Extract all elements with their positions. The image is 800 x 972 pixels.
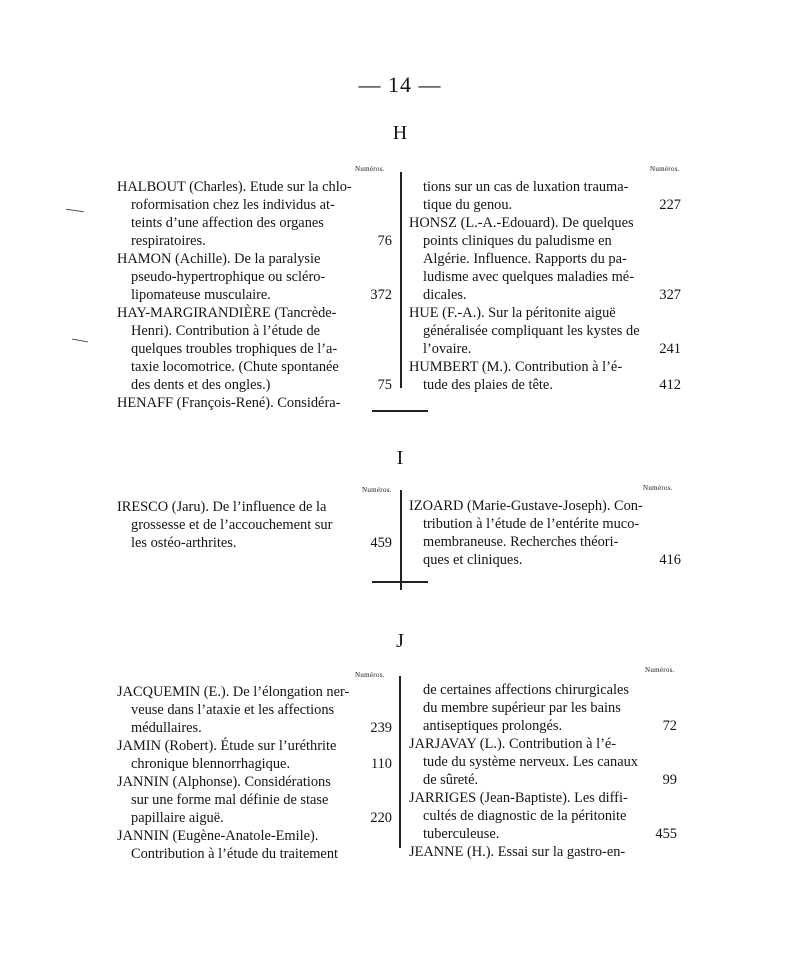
margin-mark: [66, 209, 84, 212]
entry-heading-line: HAMON (Achille). De la paralysie: [117, 251, 321, 267]
entry-continuation-line: des dents et des ongles.): [131, 377, 271, 393]
index-entry: [117, 394, 392, 412]
entry-heading-line: HAY-MARGIRANDIÈRE (Tancrède-: [117, 305, 337, 321]
right-column: [409, 681, 677, 861]
entry-continuation-line: ques et cliniques.: [423, 552, 523, 568]
numeros-label: Numéros.: [362, 486, 392, 494]
index-entry: [409, 214, 681, 304]
column-divider: [399, 676, 401, 848]
column-divider: [400, 490, 402, 590]
left-column: [117, 498, 392, 552]
margin-mark: [72, 339, 88, 343]
right-column: [409, 178, 681, 394]
entry-heading-line: IRESCO (Jaru). De l’influence de la: [117, 499, 327, 515]
thesis-number: 75: [377, 377, 392, 393]
entry-heading-line: JACQUEMIN (E.). De l’élongation ner-: [117, 684, 350, 700]
entry-continuation-line: quelques troubles trophiques de l’a-: [131, 341, 338, 357]
entry-continuation-line: Henri). Contribution à l’étude de: [131, 323, 321, 339]
thesis-number: 455: [655, 826, 677, 842]
index-entry: [409, 358, 681, 394]
entry-continuation-line: tude du système nerveux. Les canaux: [423, 754, 638, 770]
index-entry: [117, 737, 392, 773]
entry-continuation-line: l’ovaire.: [423, 341, 472, 357]
entry-continuation-line: teints d’une affection des organes: [131, 215, 324, 231]
entry-continuation-line: tribution à l’étude de l’entérite muco-: [423, 516, 640, 532]
entry-continuation-line: taxie locomotrice. (Chute spontanée: [131, 359, 339, 375]
entry-continuation-line: les ostéo-arthrites.: [131, 535, 237, 551]
entry-continuation-line: dicales.: [423, 287, 467, 303]
thesis-number: 459: [370, 535, 392, 551]
numeros-label: Numéros.: [355, 671, 385, 679]
entry-continuation-line: membraneuse. Recherches théori-: [423, 534, 619, 550]
thesis-number: 327: [659, 287, 681, 303]
entry-heading-line: JANNIN (Alphonse). Considérations: [117, 774, 331, 790]
entry-continuation-line: tions sur un cas de luxation trauma-: [423, 179, 629, 195]
entry-continuation-line: du membre supérieur par les bains: [423, 700, 621, 716]
entry-continuation-line: papillaire aiguë.: [131, 810, 224, 826]
section-letter: J: [396, 630, 404, 652]
entry-heading-line: HENAFF (François-René). Considéra-: [117, 395, 341, 411]
entry-continuation-line: lipomateuse musculaire.: [131, 287, 271, 303]
left-column: [117, 683, 392, 863]
page-number: — 14 —: [358, 72, 442, 97]
column-divider: [400, 172, 402, 388]
entry-continuation-line: sur une forme mal définie de stase: [131, 792, 329, 808]
entry-heading-line: HUMBERT (M.). Contribution à l’é-: [409, 359, 623, 375]
entry-continuation-line: tuberculeuse.: [423, 826, 500, 842]
entry-heading-line: HONSZ (L.-A.-Edouard). De quelques: [409, 215, 634, 231]
index-entry: [409, 789, 677, 843]
entry-heading-line: JAMIN (Robert). Étude sur l’uréthrite: [117, 738, 337, 754]
entry-heading-line: JEANNE (H.). Essai sur la gastro-en-: [409, 844, 626, 860]
section-letter: H: [392, 122, 408, 144]
entry-heading-line: JARJAVAY (L.). Contribution à l’é-: [409, 736, 617, 752]
thesis-number: 110: [370, 756, 392, 772]
entry-heading-line: JANNIN (Eugène-Anatole-Emile).: [117, 828, 319, 844]
index-entry: [117, 250, 392, 304]
entry-heading-line: JARRIGES (Jean-Baptiste). Les diffi-: [409, 790, 628, 806]
right-column: [409, 497, 681, 569]
thesis-number: 416: [659, 552, 681, 568]
index-entry: [117, 827, 392, 863]
thesis-number: 227: [659, 197, 681, 213]
entry-continuation-line: roformisation chez les individus at-: [131, 197, 335, 213]
entry-heading-line: HALBOUT (Charles). Etude sur la chlo-: [117, 179, 352, 195]
entry-continuation-line: tude des plaies de tête.: [423, 377, 553, 393]
thesis-number: 99: [662, 772, 677, 788]
entry-continuation-line: antiseptiques prolongés.: [423, 718, 563, 734]
entry-continuation-line: pseudo-hypertrophique ou scléro-: [131, 269, 326, 285]
index-entry: [117, 498, 392, 552]
section-letter: I: [396, 447, 404, 469]
thesis-number: 239: [370, 720, 392, 736]
thesis-number: 76: [377, 233, 392, 249]
thesis-number: 412: [659, 377, 681, 393]
entry-heading-line: IZOARD (Marie-Gustave-Joseph). Con-: [409, 498, 643, 514]
entry-continuation-line: respiratoires.: [131, 233, 206, 249]
index-entry: [409, 681, 677, 735]
entry-continuation-line: points cliniques du paludisme en: [423, 233, 612, 249]
section-separator: [372, 581, 428, 583]
index-entry: [409, 497, 681, 569]
entry-heading-line: HUE (F.-A.). Sur la péritonite aiguë: [409, 305, 616, 321]
index-entry: [409, 735, 677, 789]
entry-continuation-line: médullaires.: [131, 720, 202, 736]
section-separator: [372, 410, 428, 412]
entry-continuation-line: de certaines affections chirurgicales: [423, 682, 630, 698]
thesis-number: 72: [662, 718, 677, 734]
entry-continuation-line: ludisme avec quelques maladies mé-: [423, 269, 634, 285]
numeros-label: Numéros.: [645, 666, 675, 674]
entry-continuation-line: tique du genou.: [423, 197, 513, 213]
entry-continuation-line: chronique blennorrhagique.: [131, 756, 291, 772]
entry-continuation-line: grossesse et de l’accouchement sur: [131, 517, 333, 533]
index-entry: [117, 683, 392, 737]
index-entry: [409, 304, 681, 358]
entry-continuation-line: généralisée compliquant les kystes de: [423, 323, 640, 339]
index-entry: [409, 178, 681, 214]
thesis-number: 241: [659, 341, 681, 357]
numeros-label: Numéros.: [355, 165, 385, 173]
left-column: [117, 178, 392, 412]
entry-continuation-line: Algérie. Influence. Rapports du pa-: [423, 251, 627, 267]
numeros-label: Numéros.: [650, 165, 680, 173]
thesis-number: 372: [370, 287, 392, 303]
entry-continuation-line: de sûreté.: [423, 772, 479, 788]
index-entry: [409, 843, 677, 861]
index-entry: [117, 304, 392, 394]
numeros-label: Numéros.: [643, 484, 673, 492]
index-entry: [117, 178, 392, 250]
entry-continuation-line: veuse dans l’ataxie et les affections: [131, 702, 335, 718]
entry-continuation-line: Contribution à l’étude du traitement: [131, 846, 339, 862]
index-entry: [117, 773, 392, 827]
entry-continuation-line: cultés de diagnostic de la péritonite: [423, 808, 627, 824]
thesis-number: 220: [370, 810, 392, 826]
